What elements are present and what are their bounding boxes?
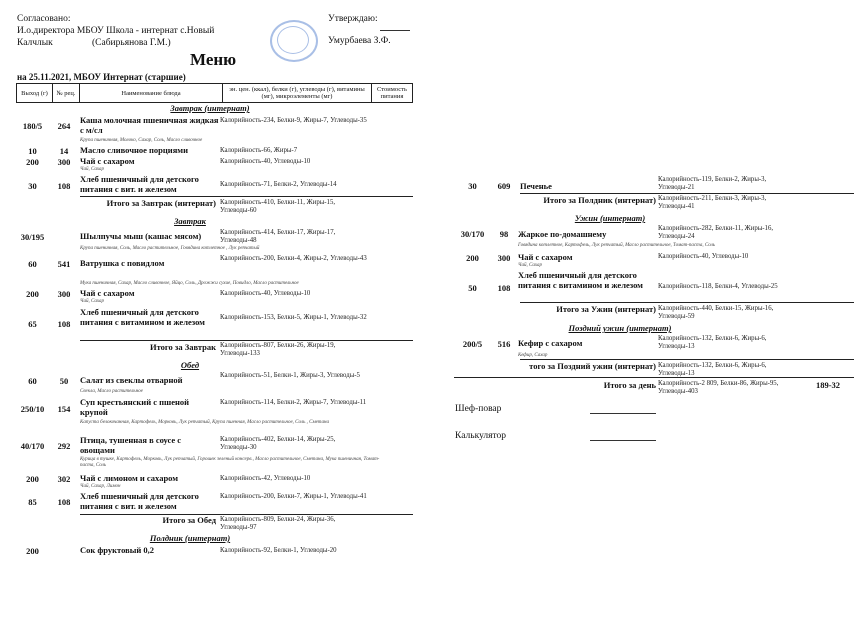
z3-weight: 200 [26, 289, 39, 299]
divider [520, 193, 854, 194]
approve-label: Утверждаю: [328, 14, 378, 24]
p2-name: Печенье [520, 181, 552, 191]
page-title: Меню [190, 50, 237, 69]
divider [520, 302, 854, 303]
agreed-line2: Калчлык [17, 38, 53, 48]
o5-weight: 85 [28, 497, 37, 507]
u1-ingredients: Говядина котлетное, Картофель, Лук репчатый, Масло растительное, Томат-паста, Соль [518, 243, 716, 248]
o3-name: Птица, тушенная в соусе с овощами [80, 435, 182, 455]
pu1-name: Кефир с сахаром [518, 338, 583, 348]
day-total-label: Итого за день [603, 380, 656, 390]
snack-total-nutrition: Калорийность-211, Белки-3, Жиры-3, Углеводы-41 [658, 195, 767, 210]
b4-name: Хлеб пшеничный для детского питания с вит. и железом [80, 174, 199, 194]
p1-name: Сок фруктовый 0,2 [80, 545, 155, 555]
b3-ingredients: Чай, Сахар [80, 167, 104, 172]
pu1-recipe: 516 [497, 339, 511, 349]
z4-nutrition: Калорийность-153, Белки-5, Жиры-1, Углеводы-32 [220, 314, 367, 321]
col-cost: Стоимость питания [372, 84, 413, 103]
z2-name: Ватрушка с повидлом [80, 258, 165, 268]
b4-recipe: 108 [57, 181, 71, 191]
z2-weight: 60 [28, 259, 37, 269]
p2-recipe: 609 [497, 181, 511, 191]
p2-nutrition: Калорийность-119, Белки-2, Жиры-3, Углеводы-21 [658, 176, 767, 191]
breakfast-internat-total-label: Итого за Завтрак (интернат) [106, 198, 216, 208]
u2-recipe: 300 [497, 253, 511, 263]
day-total-cost: 189-32 [815, 380, 841, 390]
u2-nutrition: Калорийность-40, Углеводы-10 [658, 253, 749, 260]
divider [454, 377, 854, 378]
b2-nutrition: Калорийность-66, Жиры-7 [220, 147, 298, 154]
calculator-signature-line [590, 440, 656, 441]
u1-recipe: 98 [499, 229, 509, 239]
z3-name: Чай с сахаром [80, 288, 135, 298]
col-nutrition: эн. цен. (ккал), белки (г), углеводы (г), витамины (мг), микроэлементы (мг) [223, 84, 372, 103]
approve-name: Умурбаева З.Ф. [328, 36, 391, 46]
signature-line [380, 30, 410, 31]
b4-nutrition: Калорийность-71, Белки-2, Углеводы-14 [220, 181, 337, 188]
b3-weight: 200 [26, 157, 39, 167]
b2-weight: 10 [28, 146, 37, 156]
snack-total-label: Итого за Полдник (интернат) [543, 195, 656, 205]
u1-weight: 30/170 [460, 229, 485, 239]
u2-name: Чай с сахаром [518, 252, 573, 262]
section-breakfast: Завтрак [174, 216, 206, 226]
chef-signature-line [590, 413, 656, 414]
day-total-nutrition: Калорийность-2 809, Белки-86, Жиры-95, Углеводы-403 [658, 380, 779, 395]
divider [80, 340, 413, 341]
z3-nutrition: Калорийность-40, Углеводы-10 [220, 290, 311, 297]
o4-name: Чай с лимоном и сахаром [80, 473, 179, 483]
col-weight: Выход (г) [17, 84, 53, 103]
o1-weight: 60 [28, 376, 37, 386]
z3-recipe: 300 [57, 289, 71, 299]
z4-weight: 65 [28, 319, 37, 329]
stamp-seal-inner [277, 26, 309, 54]
dinner-total-label: Итого за Ужин (интернат) [556, 304, 656, 314]
z3-ingredients: Чай, Сахар [80, 299, 104, 304]
late-dinner-total-nutrition: Калорийность-132, Белки-6, Жиры-6, Углеводы-13 [658, 362, 767, 377]
calculator-label: Калькулятор [455, 431, 507, 441]
z1-ingredients: Крупа пшеничная, Соль, Масло растительное, Говядина котлетное , Лук репчатый [80, 246, 260, 251]
p1-nutrition: Калорийность-92, Белки-1, Углеводы-20 [220, 547, 337, 554]
o1-nutrition: Калорийность-51, Белки-1, Жиры-3, Углеводы-5 [220, 372, 360, 379]
z2-ingredients: Мука пшеничная, Сахар, Масло сливочное, Яйцо, Соль, Дрожжи сухие, Повидло, Масло растительное [80, 281, 299, 286]
o4-weight: 200 [26, 474, 39, 484]
z2-nutrition: Калорийность-200, Белки-4, Жиры-2, Углеводы-43 [220, 255, 367, 262]
p1-weight: 200 [26, 546, 39, 556]
section-dinner: Ужин (интернат) [574, 213, 646, 223]
b3-nutrition: Калорийность-40, Углеводы-10 [220, 158, 311, 165]
section-snack: Полдник (интернат) [149, 533, 231, 543]
o4-ingredients: Чай, Сахар, Лимон [80, 484, 121, 489]
u3-name: Хлеб пшеничный для детского питания с витамином и железом [518, 270, 643, 290]
o4-nutrition: Калорийность-42, Углеводы-10 [220, 475, 311, 482]
b1-recipe: 264 [57, 121, 71, 131]
z1-nutrition: Калорийность-414, Белки-17, Жиры-17, Углеводы-48 [220, 229, 336, 244]
breakfast-total-nutrition: Калорийность-807, Белки-26, Жиры-19, Углеводы-133 [220, 342, 336, 357]
b2-recipe: 14 [59, 146, 69, 156]
breakfast-internat-total-nutrition: Калорийность-410, Белки-11, Жиры-15, Углеводы-60 [220, 199, 336, 214]
b3-recipe: 300 [57, 157, 71, 167]
u3-nutrition: Калорийность-118, Белки-4, Углеводы-25 [658, 283, 778, 290]
o2-name: Суп крестьянский с пшеной крупой [80, 397, 190, 417]
b1-name: Каша молочная пшеничная жидкая с м/сл [80, 115, 219, 135]
col-recipe: № рец. [53, 84, 80, 103]
p2-weight: 30 [468, 181, 477, 191]
b1-ingredients: Крупа пшеничная, Молоко, Сахар, Соль, Масло сливочное [80, 138, 203, 143]
b2-name: Масло сливочное порциями [80, 145, 188, 155]
o2-recipe: 154 [57, 404, 71, 414]
o1-recipe: 50 [59, 376, 69, 386]
lunch-total-nutrition: Калорийность-809, Белки-24, Жиры-36, Углеводы-97 [220, 516, 336, 531]
dinner-total-nutrition: Калорийность-440, Белки-15, Жиры-16, Углеводы-59 [658, 305, 774, 320]
o3-ingredients: Курица в тушке, Картофель, Морковь, Лук репчатый, Горошек зеленый консерв., Масло растительное, Сметана, Мука пшеничная, Томат-паста, Соль [80, 457, 380, 468]
o5-nutrition: Калорийность-200, Белки-7, Жиры-1, Углеводы-41 [220, 493, 367, 500]
b3-name: Чай с сахаром [80, 156, 135, 166]
section-breakfast-internat: Завтрак (интернат) [170, 103, 250, 113]
u1-name: Жаркое по-домашнему [518, 229, 607, 239]
pu1-nutrition: Калорийность-132, Белки-6, Жиры-6, Углеводы-13 [658, 335, 767, 350]
u3-recipe: 108 [497, 283, 511, 293]
u3-weight: 50 [468, 283, 477, 293]
b1-weight: 180/5 [22, 121, 43, 131]
o5-recipe: 108 [57, 497, 71, 507]
agreed-line1: И.о.директора МБОУ Школа - интернат с.Новый [17, 26, 215, 36]
o2-nutrition: Калорийность-114, Белки-2, Жиры-7, Углеводы-11 [220, 399, 367, 406]
o2-weight: 250/10 [20, 404, 45, 414]
u2-ingredients: Чай, Сахар [518, 263, 542, 268]
z1-name: Шылпучы мыш (кашас мясом) [80, 231, 202, 241]
o5-name: Хлеб пшеничный для детского питания с вит. и железом [80, 491, 199, 511]
o2-ingredients: Капуста белокочанная, Картофель, Морковь, Лук репчатый, Крупа пшенная, Масло растительное, Соль , Сметана [80, 420, 329, 425]
breakfast-total-label: Итого за Завтрак [149, 342, 216, 352]
pu1-weight: 200/5 [462, 339, 483, 349]
section-late-dinner: Поздний ужин (интернат) [568, 323, 672, 333]
late-dinner-total-label: того за Поздний ужин (интернат) [529, 361, 656, 371]
lunch-total-label: Итого за Обед [162, 515, 216, 525]
o1-name: Салат из свеклы отварной [80, 375, 183, 385]
u2-weight: 200 [466, 253, 479, 263]
u1-nutrition: Калорийность-282, Белки-11, Жиры-16, Углеводы-24 [658, 225, 774, 240]
b4-weight: 30 [28, 181, 37, 191]
page-subtitle: на 25.11.2021, МБОУ Интернат (старшие) [17, 72, 186, 82]
divider [80, 196, 413, 197]
divider [520, 359, 854, 360]
o3-recipe: 292 [57, 441, 71, 451]
agreed-name: (Сабирьянова Г.М.) [92, 38, 171, 48]
o1-ingredients: Свекла, Масло растительное [80, 389, 143, 394]
z2-recipe: 541 [57, 259, 71, 269]
z1-weight: 30/195 [20, 232, 45, 242]
o3-nutrition: Калорийность-402, Белки-14, Жиры-25, Углеводы-30 [220, 436, 336, 451]
agreed-label: Согласовано: [17, 14, 71, 24]
chef-label: Шеф-повар [455, 404, 502, 414]
col-name: Наименование блюда [80, 84, 223, 103]
z4-recipe: 108 [57, 319, 71, 329]
pu1-ingredients: Кефир, Сахар [518, 353, 548, 358]
column-header-row [16, 83, 413, 103]
section-lunch: Обед [180, 360, 200, 370]
b1-nutrition: Калорийность-234, Белки-9, Жиры-7, Углеводы-35 [220, 117, 367, 124]
o4-recipe: 302 [57, 474, 71, 484]
o3-weight: 40/170 [20, 441, 45, 451]
z4-name: Хлеб пшеничный для детского питания с витамином и железом [80, 307, 205, 327]
